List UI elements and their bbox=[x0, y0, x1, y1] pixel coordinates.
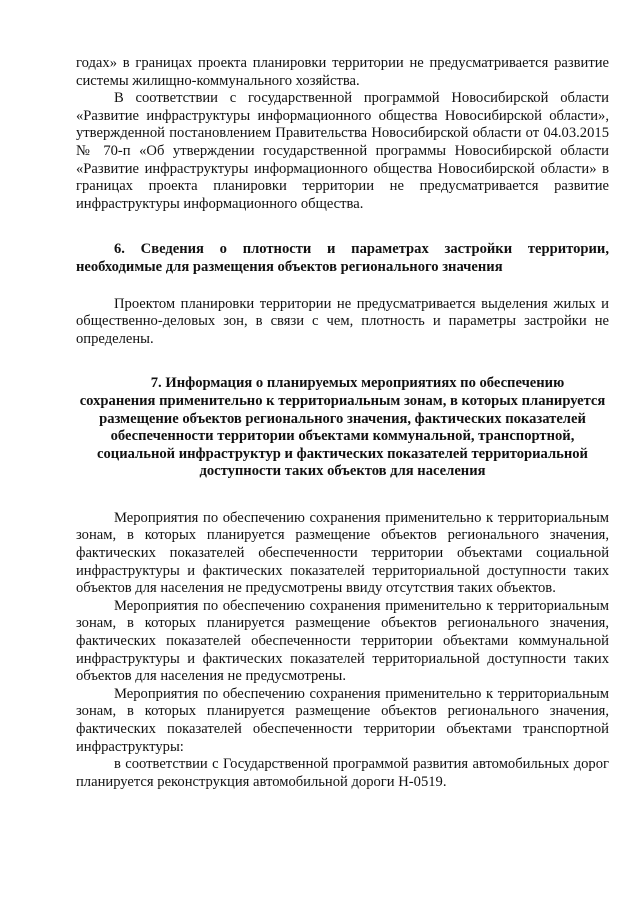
paragraph-social-infrastructure: Мероприятия по обеспечению сохранения применительно к территориальным зонам, в которых планируется размещение объектов регионального значения, фактических показателей обеспеченности территории объектами социальной инфраструктуры и фактических показателей территориальной доступности таких объектов для населения не предусмотрены ввиду отсутствия таких объектов. bbox=[76, 509, 609, 597]
paragraph-road-reconstruction: в соответствии с Государственной программой развития автомобильных дорог планируется реконструкция автомобильной дороги Н-0519. bbox=[76, 756, 609, 790]
paragraph-transport-infrastructure: Мероприятия по обеспечению сохранения применительно к территориальным зонам, в которых планируется размещение объектов регионального значения, фактических показателей обеспеченности территории объектами транспортной инфраструктуры: bbox=[76, 685, 609, 755]
paragraph-communal-infrastructure: Мероприятия по обеспечению сохранения применительно к территориальным зонам, в которых планируется размещение объектов регионального значения, фактических показателей обеспеченности территории объектами коммунальной инфраструктуры и фактических показателей территориальной доступности таких объектов для населения не предусмотрены. bbox=[76, 597, 609, 685]
section-6-heading: 6. Сведения о плотности и параметрах застройки территории, необходимые для размещения объектов регионального значения bbox=[76, 241, 609, 275]
paragraph-continuation: годах» в границах проекта планировки территории не предусматривается развитие системы жилищно-коммунального хозяйства. bbox=[76, 55, 609, 89]
paragraph-density: Проектом планировки территории не предусматривается выделения жилых и общественно-деловых зон, в связи с чем, плотность и параметры застройки не определены. bbox=[76, 295, 609, 347]
paragraph-information-society: В соответствии с государственной программой Новосибирской области «Развитие инфраструктуры информационного общества Новосибирской области», утвержденной постановлением Правительства Новосибирской области от 04.03.2015 № 70-п «Об утверждении государственной программы Новосибирской области «Развитие инфраструктуры информационного общества Новосибирской области» в границах проекта планировки территории не предусматривается развитие инфраструктуры информационного общества. bbox=[76, 90, 609, 212]
section-7-heading bbox=[76, 375, 609, 481]
section-7-heading-rest: сохранения применительно к территориальным зонам, в которых планируется размещение объектов регионального значения, фактических показателей обеспеченности территории объектами коммунальной, транспортной, социальной инфраструктур и фактических показателей территориальной доступности таких объектов для населения bbox=[79, 392, 606, 480]
section-7-heading-line1: 7. Информация о планируемых мероприятиях по обеспечению bbox=[150, 375, 565, 392]
